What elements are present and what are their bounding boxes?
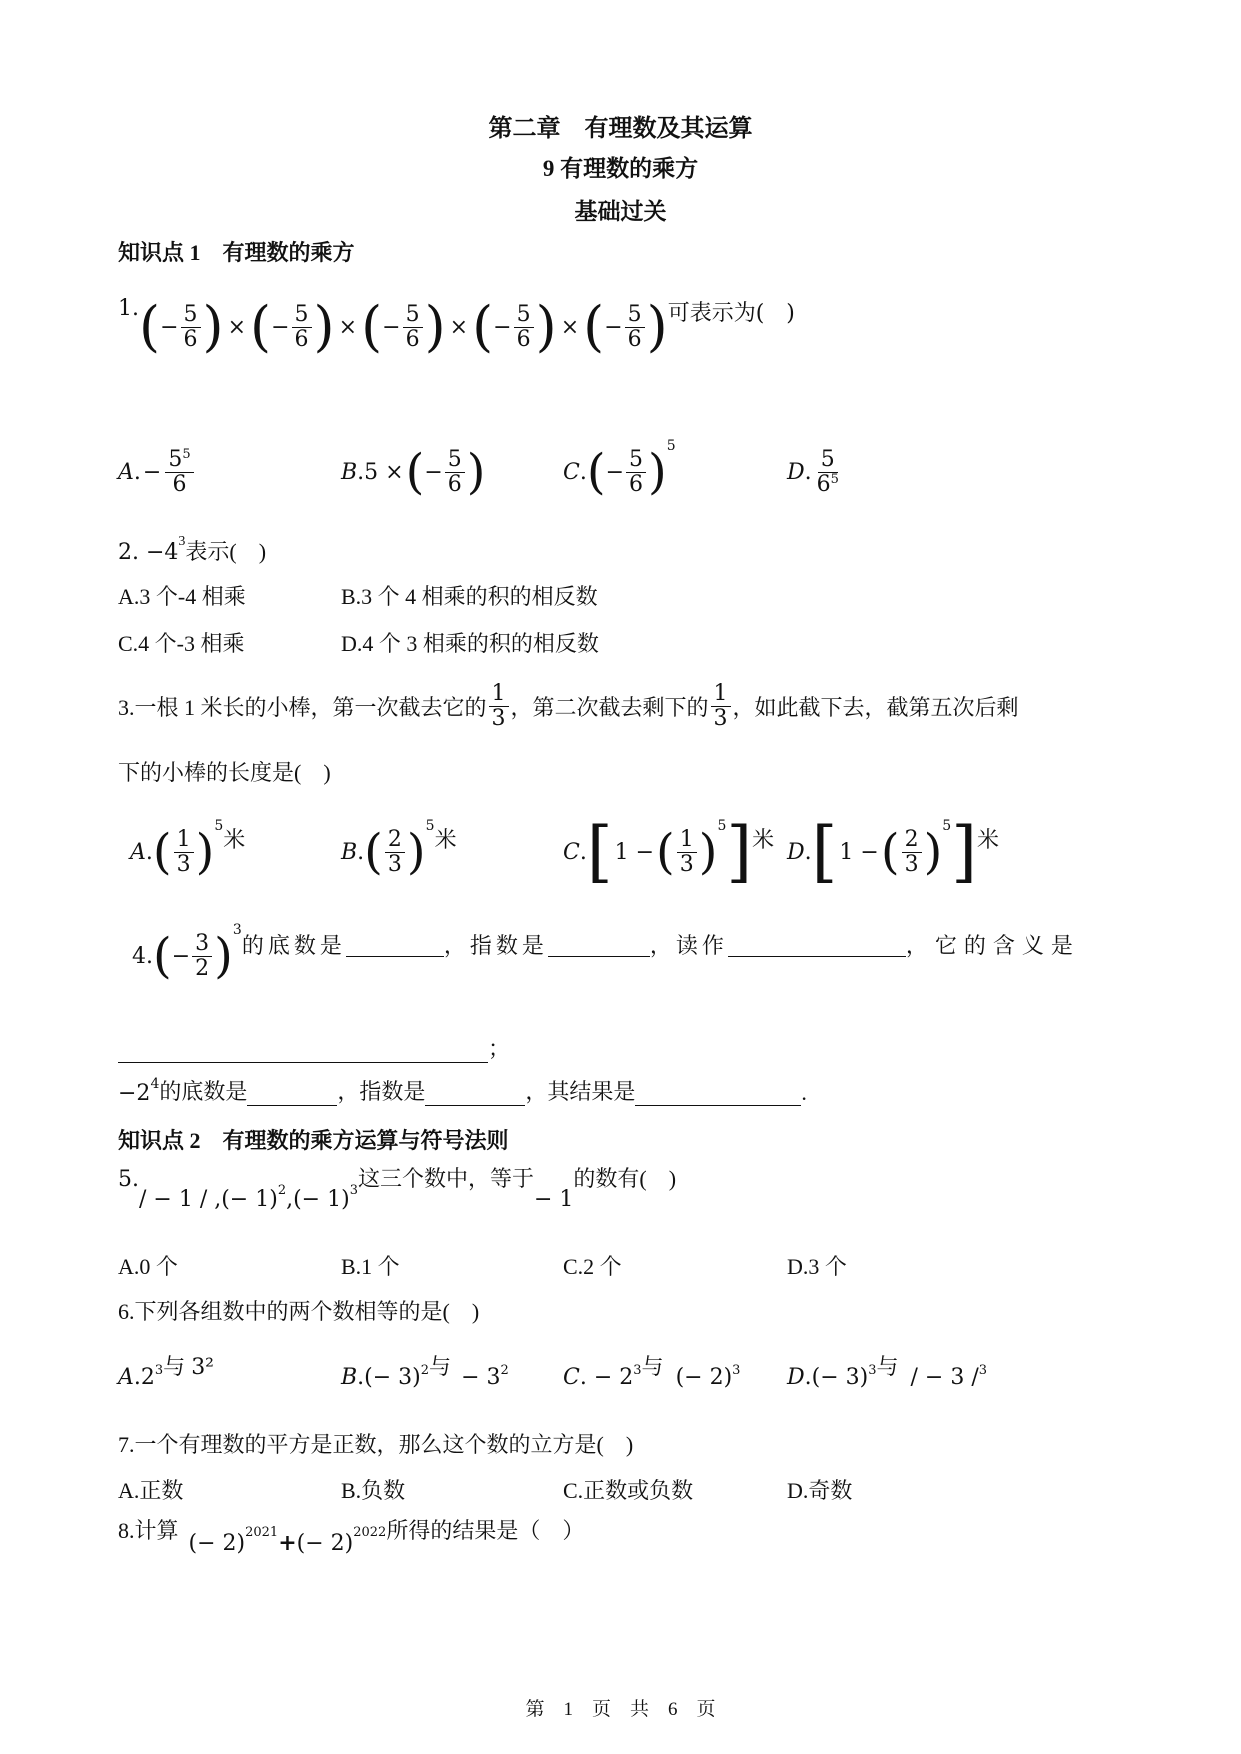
q4-blank-base-2[interactable]	[247, 1081, 337, 1106]
knowledge-point-2: 知识点 2 有理数的乘方运算与符号法则	[118, 1128, 509, 1153]
q1-paren-close-1: )	[202, 295, 224, 358]
q1-paren-open-5: (	[583, 295, 605, 358]
q3-option-a: A . ( $\frac{1}{3}$ ) 5 米	[130, 818, 246, 880]
chapter-title: 第二章 有理数及其运算	[488, 116, 753, 142]
q1-number: 1.	[118, 296, 139, 321]
q1-tail: 可表示为( )	[667, 301, 795, 326]
q6-option-a: A.23与 3²	[118, 1355, 215, 1390]
q1-fraction-5: $\frac{5}{6}$	[625, 303, 645, 350]
q5-option-b: B.1 个	[341, 1254, 400, 1279]
q1-paren-open-2: (	[250, 295, 272, 358]
q6-option-d: D.(− 3)3与 / − 3 /3	[787, 1355, 988, 1390]
q1-option-a: A . − $\frac{5^5}{6}$	[118, 440, 196, 504]
question-2: 2. $-4^3$表示( )	[118, 534, 267, 565]
question-8: 8.计算(− 2)2021+(− 2)2022所得的结果是（ ）	[118, 1518, 585, 1556]
q1-paren-open-4: (	[472, 295, 494, 358]
q1-paren-open-3: (	[361, 295, 383, 358]
question-1	[118, 292, 795, 362]
q3-option-d: D . [ 1 − ( $\frac{2}{3}$ ) 5 ] 米	[787, 813, 999, 890]
q1-paren-open-1: (	[139, 295, 161, 358]
q7-option-a: A.正数	[118, 1478, 184, 1503]
q1-fraction-4: $\frac{5}{6}$	[514, 303, 534, 350]
q5-option-a: A.0 个	[118, 1254, 178, 1279]
knowledge-point-1: 知识点 1 有理数的乘方	[118, 240, 355, 265]
q1-fraction-3: $\frac{5}{6}$	[403, 303, 423, 350]
q4-blank-exponent[interactable]	[548, 932, 650, 957]
q6-option-c: C. − 23与 (− 2)3	[563, 1355, 741, 1390]
q1-minus-4: −	[493, 314, 512, 340]
q1-times-3: ×	[449, 314, 469, 340]
question-3-line-1: 3.一根 1 米长的小棒，第一次截去它的 $\frac{1}{3}$ ，第二次截去剩下的 $\frac{1}{3}$ ，如此截下去，截第五次后剩	[118, 681, 1019, 731]
q4-blank-result[interactable]	[635, 1081, 801, 1106]
question-6: 6.下列各组数中的两个数相等的是( )	[118, 1299, 480, 1324]
q4-blank-meaning[interactable]	[118, 1038, 488, 1063]
q1-option-d: D . $\frac{5}{6^5}$	[787, 447, 839, 497]
question-3-line-2: 下的小棒的长度是( )	[118, 760, 331, 785]
q2-option-d: D.4 个 3 相乘的积的相反数	[341, 631, 599, 656]
page-footer: 第 1 页 共 6 页	[525, 1699, 716, 1720]
q1-minus-3: −	[382, 314, 401, 340]
q3-option-b: B . ( $\frac{2}{3}$ ) 5 米	[341, 818, 457, 880]
question-7: 7.一个有理数的平方是正数，那么这个数的立方是( )	[118, 1432, 634, 1457]
question-4-line-1: 4. ( − $\frac{3}{2}$ ) 3 的底数是 ，指数是 ，读作 ，它的含义是	[132, 922, 1080, 984]
q7-option-b: B.负数	[341, 1478, 406, 1503]
q4-blank-base[interactable]	[346, 932, 444, 957]
q2-option-b: B.3 个 4 相乘的积的相反数	[341, 584, 598, 609]
q5-option-c: C.2 个	[563, 1254, 622, 1279]
q1-paren-close-4: )	[535, 295, 557, 358]
q4-blank-read-as[interactable]	[728, 932, 906, 957]
question-4-line-3: −2 4 的底数是 ，指数是 ，其结果是 .	[118, 1076, 807, 1106]
q1-paren-close-5: )	[646, 295, 668, 358]
q1-minus-5: −	[604, 314, 623, 340]
q2-option-a: A.3 个-4 相乘	[118, 584, 246, 609]
q7-option-c: C.正数或负数	[563, 1478, 694, 1503]
q6-option-b: B.(− 3)2与 − 32	[341, 1355, 509, 1390]
q1-times-1: ×	[227, 314, 247, 340]
q1-times-4: ×	[560, 314, 580, 340]
q1-fraction-2: $\frac{5}{6}$	[292, 303, 312, 350]
q7-option-d: D.奇数	[787, 1478, 853, 1503]
q2-option-c: C.4 个-3 相乘	[118, 631, 245, 656]
q1-paren-close-2: )	[313, 295, 335, 358]
question-5: 5./ − 1 / ,(− 1)2,(− 1)3这三个数中，等于− 1的数有( )	[118, 1166, 677, 1212]
q1-times-2: ×	[338, 314, 358, 340]
q3-fraction-2: $\frac{1}{3}$	[711, 682, 731, 729]
section-title: 基础过关	[574, 199, 667, 224]
q1-option-b: B .5 × ( − $\frac{5}{6}$ )	[341, 444, 486, 500]
q5-option-d: D.3 个	[787, 1254, 847, 1279]
question-4-line-2: ；	[118, 1032, 510, 1063]
q3-option-c: C . [ 1 − ( $\frac{1}{3}$ ) 5 ] 米	[563, 813, 775, 890]
q1-fraction-1: $\frac{5}{6}$	[181, 303, 201, 350]
q3-fraction-1: $\frac{1}{3}$	[489, 682, 509, 729]
q1-minus-1: −	[160, 314, 179, 340]
q1-paren-close-3: )	[424, 295, 446, 358]
q4-blank-exponent-2[interactable]	[425, 1081, 525, 1106]
q1-minus-2: −	[271, 314, 290, 340]
q1-option-c: C . ( − $\frac{5}{6}$ ) 5	[563, 438, 676, 500]
lesson-title: 9 有理数的乘方	[542, 156, 699, 181]
